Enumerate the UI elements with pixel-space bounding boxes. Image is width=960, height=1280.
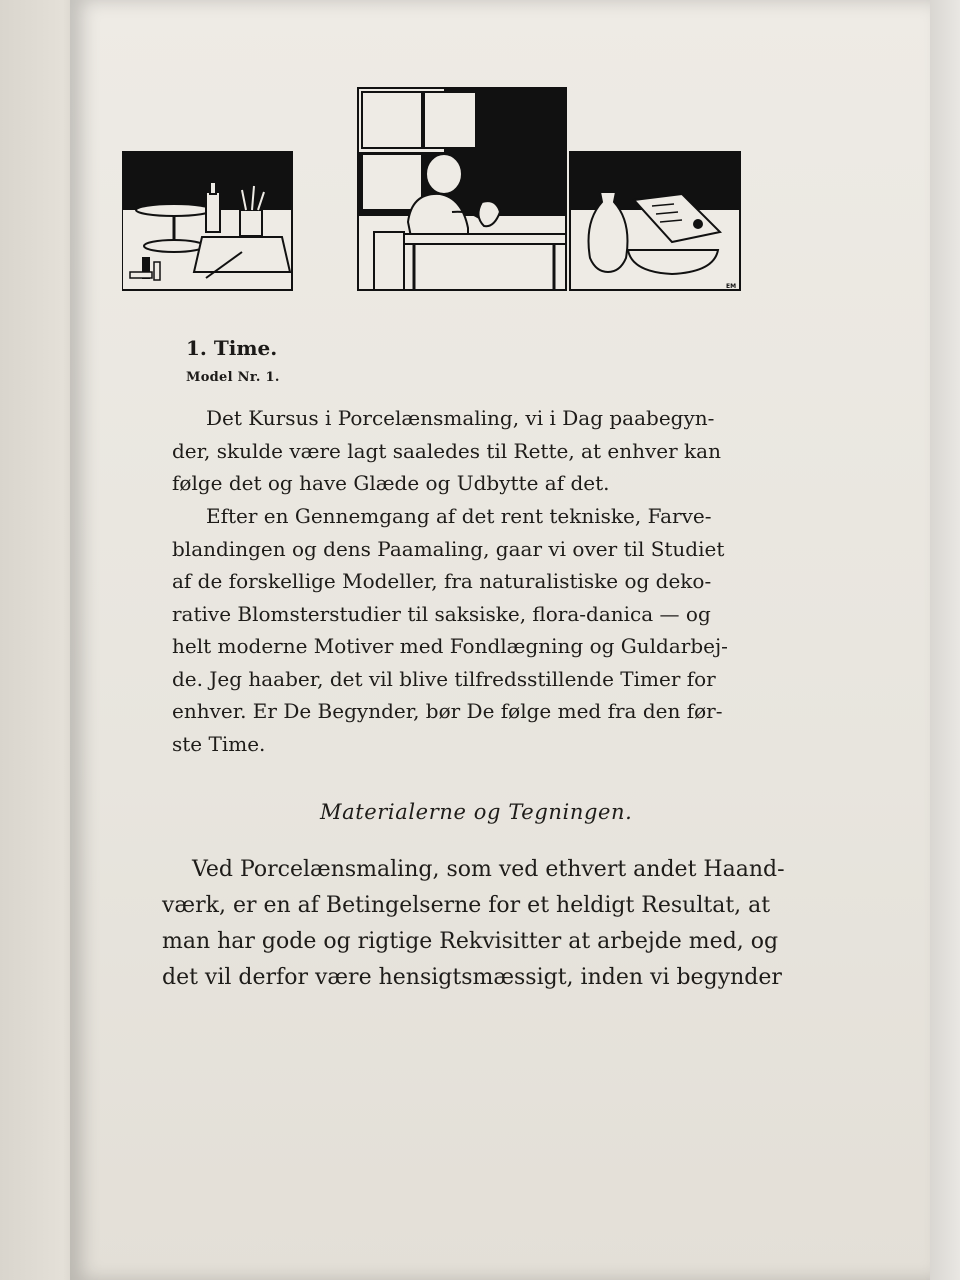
text-line: der, skulde være lagt saaledes til Rette, at enhver kan	[172, 438, 721, 463]
text-line: Det Kursus i Porcelænsmaling, vi i Dag paabegyn-	[206, 406, 715, 430]
text-line: de. Jeg haaber, det vil blive tilfredsstillende Timer for	[172, 666, 716, 691]
text-line: Efter en Gennemgang af det rent tekniske, Farve-	[206, 504, 712, 528]
model-label: Model Nr. 1.	[186, 370, 280, 385]
text-line: af de forskellige Modeller, fra naturalistiske og deko-	[172, 569, 712, 593]
text-line: værk, er en af Betingelserne for et heldigt Resultat, at	[162, 893, 771, 918]
paragraph-3	[162, 852, 812, 996]
center-panel	[358, 88, 566, 290]
text-line: det vil derfor være hensigtsmæssigt, inden vi begynder	[162, 965, 782, 990]
right-panel	[570, 152, 740, 290]
text-line: Ved Porcelænsmaling, som ved ethvert andet Haand-	[192, 857, 785, 882]
text-line: rative Blomsterstudier til saksiske, flora-danica — og	[172, 601, 711, 626]
text-line: ste Time.	[172, 731, 266, 756]
text-line: enhver. Er De Begynder, bør De følge med fra den før-	[172, 699, 723, 723]
section-title: Materialerne og Tegningen.	[320, 800, 633, 824]
paragraph-2	[172, 500, 792, 760]
left-panel	[122, 152, 292, 290]
text-line: blandingen og dens Paamaling, gaar vi over til Studiet	[172, 536, 725, 561]
text-line: helt moderne Motiver med Fondlægning og Guldarbej-	[172, 634, 728, 658]
text-line: man har gode og rigtige Rekvisitter at arbejde med, og	[162, 929, 779, 954]
illustration-signature: EM	[726, 283, 737, 290]
paragraph-1	[172, 402, 792, 500]
chapter-heading: 1. Time.	[186, 336, 278, 360]
text-line: følge det og have Glæde og Udbytte af det.	[172, 471, 610, 495]
header-illustration	[122, 82, 742, 294]
